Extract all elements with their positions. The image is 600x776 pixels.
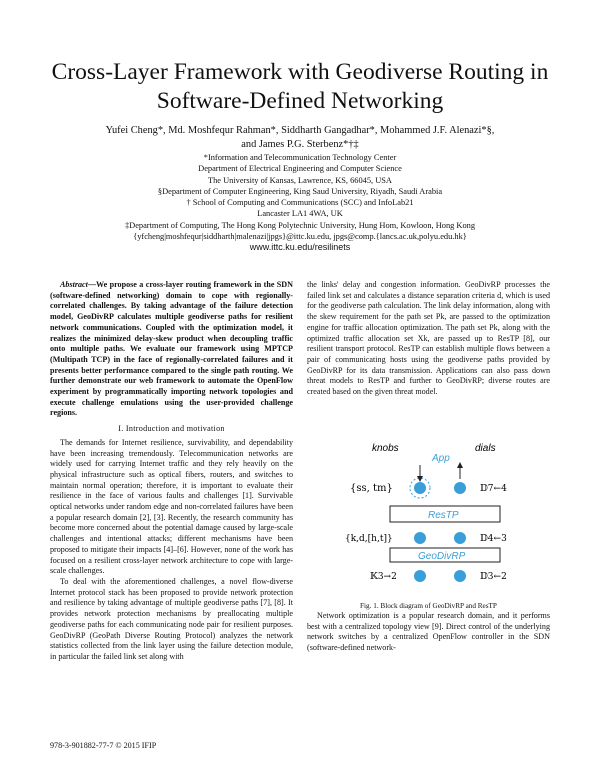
dial-mid-label: 𝔻4←3 — [480, 534, 507, 544]
affiliation-line: §Department of Computer Engineering, King Saud University, Riyadh, Saudi Arabia — [157, 186, 443, 196]
affiliation-line: Department of Electrical Engineering and Computer Science — [198, 164, 402, 174]
dial-icon — [454, 482, 466, 494]
dial-top-label: 𝔻7←4 — [480, 484, 507, 494]
affiliation-line: The University of Kansas, Lawrence, KS, 66045, USA — [208, 175, 392, 185]
right-paragraph-1: the links' delay and congestion information. GeoDivRP processes the failed link set and calculates a distance separation criteria d, which is used for the geodiverse path calculation. The link delay information, along with the skew requirement for the path set Pk, are passed to the optimization engine for traffic allocation optimization. The path set Pk, along with the optimized traffic allocation set Xk, are passed up to ResTP [8], our resilient transport protocol. ResTP can establish multiple flows between a pair of communicating hosts using the geodiverse paths provided by GeoDivRP for its data transmission. Applications can also pass down threat models to ResTP and further to GeoDivRP; diverse routes are created based on the given threat model. — [307, 280, 550, 397]
group-url-link[interactable]: www.ittc.ku.edu/resilinets — [249, 242, 351, 253]
affiliation-line: Lancaster LA1 4WA, UK — [257, 209, 343, 219]
knob-icon — [414, 532, 426, 544]
knob-bot-label: 𝕂3→2 — [370, 572, 397, 582]
intro-paragraph-2: To deal with the aforementioned challenges, a novel flow-diverse Internet protocol stack has been proposed to provide network protection and resilience by taking advantage of multiple geodiverse paths [7], [8]. It provides network protection mechanisms by preallocating multiple geodiverse paths for each communicating node pair for resilient purposes. GeoDivRP (GeoPath Diverse Routing Protocol) analyzes the network statistics collected from the link layer using the failure detection module, in particular the failed link set along with — [50, 576, 293, 661]
affiliation-line: ‡Department of Computing, The Hong Kong Polytechnic University, Hung Hom, Kowloon, Hong Kong — [124, 220, 476, 230]
dial-icon — [454, 532, 466, 544]
block-diagram-figure — [340, 443, 560, 583]
affiliation-line: *Information and Telecommunication Technology Center — [203, 153, 397, 162]
restp-label: ResTP — [428, 510, 459, 521]
title-line-1: Cross-Layer Framework with Geodiverse Routing in — [51, 59, 549, 85]
author-emails: {yfcheng|moshfequr|siddharth|malenazi|jpgs}@ittc.ku.edu, jpgs@comp.{lancs.ac.uk,polyu.edu.hk} — [133, 232, 467, 242]
knobs-label: knobs — [372, 443, 399, 454]
right-column-lower — [307, 611, 550, 654]
right-column — [307, 280, 550, 398]
intro-paragraph-1: The demands for Internet resilience, survivability, and dependability have been increasing tremendously. Telecommunication networks are widely used for carrying Internet traffic and they rely heavily on the physical infrastructure such as optical fibers, routers, and switches to maintain normal operation; therefore, it is important to evaluate their resilience in the face of various faults and challenges [1]. Survivable optical networks under random edge and non-correlated failures have been a popular research domain [2], [3]. Recently, the research community has become more concerned about the potential damage caused by large-scale challenges and intentional attacks; different mechanisms have been proposed to mitigate their impacts [4]–[6]. However, none of the work has focused on a resilient cross-layer network architecture to cope with large-scale challenges. — [50, 437, 293, 576]
affiliations — [0, 152, 600, 254]
knob-icon — [414, 482, 426, 494]
dials-label: dials — [475, 443, 496, 454]
dial-icon — [454, 570, 466, 582]
geodivrp-label: GeoDivRP — [418, 551, 466, 562]
abstract-label: Abstract — [60, 280, 88, 289]
authors-line-2: and James P.G. Sterbenz*†‡ — [241, 139, 359, 150]
abstract — [50, 280, 293, 419]
left-column — [50, 280, 293, 663]
dial-bot-label: 𝔻3←2 — [480, 572, 507, 582]
knob-icon — [414, 570, 426, 582]
copyright-footer: 978-3-901882-77-7 © 2015 IFIP — [50, 741, 157, 750]
author-list — [0, 124, 600, 152]
abstract-text: —We propose a cross-layer routing framework in the SDN (software-defined networking) domain to cope with regionally-correlated challenges. By taking advantage of the failure detection model, GeoDivRP calculates multiple geodiverse paths for resilient network communications. Coupled with the optimization model, it realizes the minimized delay-skew product when decoupling traffic onto multiple paths. We evaluate our framework using MPTCP (Multipath TCP) in the face of regionally-correlated failures and it presents better performance compared to the single path routing. We further demonstrate our web framework to automate the OpenFlow experiment by programmatically importing network topologies and execute challenge emulations using the user-provided challenge regions. — [50, 280, 293, 418]
knob-top-label: {ss, tm} — [350, 483, 393, 494]
paper-title — [0, 58, 600, 116]
knob-mid-label: {k,d,[h,t]} — [345, 534, 393, 544]
authors-line-1: Yufei Cheng*, Md. Moshfequr Rahman*, Siddharth Gangadhar*, Mohammed J.F. Alenazi*§, — [105, 125, 495, 136]
app-label: App — [432, 453, 450, 464]
section-heading: I. Introduction and motivation — [118, 424, 225, 434]
affiliation-line: † School of Computing and Communications (SCC) and InfoLab21 — [186, 198, 414, 208]
right-paragraph-2: Network optimization is a popular research domain, and it performs best with a centralized topology view [9]. Direct control of the underlying network switches by a centralized OpenFlow controller in the SDN (software-defined network- — [307, 611, 550, 653]
figure-caption: Fig. 1. Block diagram of GeoDivRP and ResTP — [360, 602, 497, 610]
title-line-2: Software-Defined Networking — [156, 88, 444, 114]
